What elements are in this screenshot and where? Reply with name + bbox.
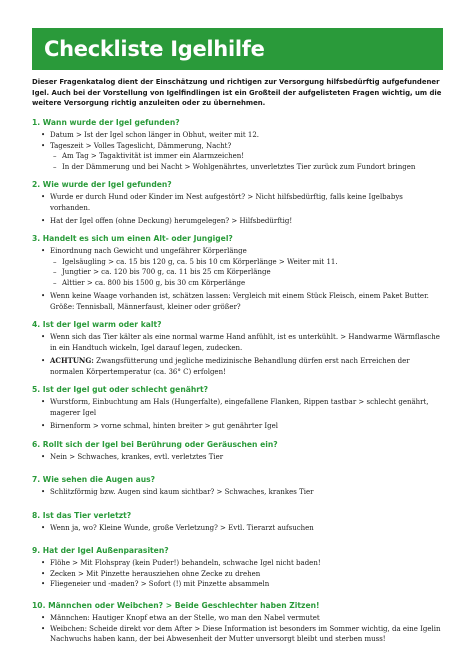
bullet-list [32,452,444,463]
bullet-text: Tageszeit > Volles Tageslicht, Dämmerung, Nacht? [50,141,232,150]
section-9 [32,546,444,590]
question-heading: 6. Rollt sich der Igel bei Berührung oder Geräuschen ein? [32,440,278,449]
bullet-item: • Weibchen: Scheide direkt vor dem After > Diese Information ist besonders im Sommer wichtig, da eine Igelin Nachwuchs haben kann, der bei Abwesenheit der Mutter unversorgt bleibt und sterben muss! [32,624,444,645]
bullet-item [32,246,444,288]
section-6 [32,440,444,463]
bullet-item: • Datum > Ist der Igel schon länger in Obhut, weiter mit 12. [32,130,444,141]
warning-label: ACHTUNG: [50,356,94,365]
section-3 [32,234,444,312]
section-2 [32,180,444,227]
bullet-item: • Wenn keine Waage vorhanden ist, schätzen lassen: Vergleich mit einem Stück Fleisch, einem Paket Butter. Größe: Tennisball, Männerfaust, kleiner oder größer? [32,291,444,312]
sub-item: – In der Dämmerung und bei Nacht > Wohlgenährtes, unverletztes Tier zurück zum Fundort bringen [50,162,444,173]
section-5 [32,385,444,432]
bullet-list [32,558,444,590]
sub-list [50,257,444,289]
bullet-list [32,192,444,227]
sub-item: – Am Tag > Tagaktivität ist immer ein Alarmzeichen! [50,151,444,162]
bullet-item: • Wenn ja, wo? Kleine Wunde, große Verletzung? > Evtl. Tierarzt aufsuchen [32,523,444,534]
question-heading: 4. Ist der Igel warm oder kalt? [32,320,162,329]
bullet-list [32,613,444,645]
page-title: Checkliste Igelhilfe [44,37,265,61]
bullet-text: Zwangsfütterung und jegliche medizinische Behandlung dürfen erst nach Erreichen der normalen Körpertemperatur (ca. 36° C) erfolgen! [50,357,410,376]
bullet-item: • Wurde er durch Hund oder Kinder im Nest aufgestört? > Nicht hilfsbedürftig, falls keine Igelbabys vorhanden. [32,192,444,213]
section-8 [32,511,444,534]
bullet-item: • Zecken > Mit Pinzette herausziehen ohne Zecke zu drehen [32,569,444,580]
bullet-item [32,141,444,173]
bullet-text: Einordnung nach Gewicht und ungefährer Körperlänge [50,247,247,255]
bullet-item: • Flöhe > Mit Flohspray (kein Puder!) behandeln, schwache Igel nicht baden! [32,558,444,569]
intro-paragraph: Dieser Fragenkatalog dient der Einschätzung und richtigen zur Versorgung hilfsbedürftig aufgefundener Igel. Auch bei der Vorstellung von Igelfindlingen ist ein Großteil der aufgelisteten Fragen wichtig, um die weitere Versorgung richtig anzuleiten oder zu übernehmen. [32,78,442,107]
bullet-item: • Fliegeneier und -maden? > Sofort (!) mit Pinzette absammeln [32,579,444,590]
section-7 [32,475,444,498]
bullet-item: • Birnenform > vorne schmal, hinten breiter > gut genährter Igel [32,421,444,432]
bullet-item [32,356,444,377]
bullet-list [32,487,444,498]
question-heading: 1. Wann wurde der Igel gefunden? [32,118,180,127]
sub-list [50,151,444,172]
bullet-list [32,246,444,312]
title-banner [32,28,443,70]
sub-item: – Jungtier > ca. 120 bis 700 g, ca. 11 bis 25 cm Körperlänge [50,267,444,278]
bullet-item: • Nein > Schwaches, krankes, evtl. verletztes Tier [32,452,444,463]
section-1 [32,118,444,172]
bullet-item: • Männchen: Hautiger Knopf etwa an der Stelle, wo man den Nabel vermutet [32,613,444,624]
question-heading: 5. Ist der Igel gut oder schlecht genährt? [32,385,209,394]
question-heading: 9. Hat der Igel Außenparasiten? [32,546,169,555]
bullet-item: • Wurstform, Einbuchtung am Hals (Hungerfalte), eingefallene Flanken, Rippen tastbar > schlecht genährt, magerer Igel [32,397,444,418]
bullet-list [32,130,444,172]
question-heading: 2. Wie wurde der Igel gefunden? [32,180,172,189]
sub-item: – Alttier > ca. 800 bis 1500 g, bis 30 cm Körperlänge [50,278,444,289]
question-heading: 8. Ist das Tier verletzt? [32,511,132,520]
bullet-item: • Schlitzförmig bzw. Augen sind kaum sichtbar? > Schwaches, krankes Tier [32,487,444,498]
bullet-item: • Hat der Igel offen (ohne Deckung) herumgelegen? > Hilfsbedürftig! [32,216,444,227]
question-heading: 3. Handelt es sich um einen Alt- oder Jungigel? [32,234,233,243]
bullet-list [32,332,444,377]
bullet-list [32,523,444,534]
sub-item: – Igelsäugling > ca. 15 bis 120 g, ca. 5 bis 10 cm Körperlänge > Weiter mit 11. [50,257,444,268]
section-4 [32,320,444,377]
question-heading: 10. Männchen oder Weibchen? > Beide Geschlechter haben Zitzen! [32,601,320,610]
bullet-item: • Wenn sich das Tier kälter als eine normal warme Hand anfühlt, ist es unterkühlt. > Handwarme Wärmflasche in ein Handtuch wickeln, Igel darauf legen, zudecken. [32,332,444,353]
bullet-list [32,397,444,432]
question-heading: 7. Wie sehen die Augen aus? [32,475,156,484]
section-10 [32,601,444,645]
